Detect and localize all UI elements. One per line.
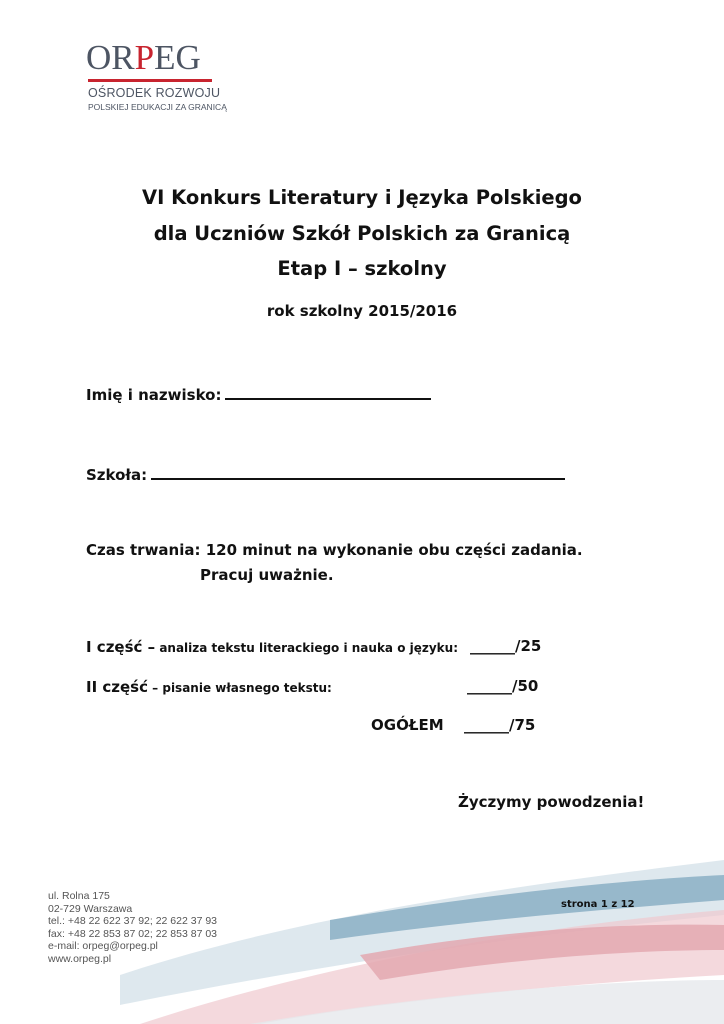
- logo-word-a: OR: [86, 38, 135, 77]
- title-line-1: VI Konkurs Literatury i Języka Polskiego: [142, 186, 582, 209]
- logo-subtitle-line1: OŚRODEK ROZWOJU: [88, 86, 221, 100]
- address-phone: tel.: +48 22 622 37 92; 22 622 37 93: [48, 915, 218, 928]
- part-2-score: ______/50: [467, 677, 539, 695]
- logo-word-c: EG: [154, 38, 201, 77]
- address-email[interactable]: e-mail: orpeg@orpeg.pl: [48, 940, 158, 953]
- footer-address: [48, 890, 217, 966]
- logo-subtitle-line2: POLSKIEJ EDUKACJI ZA GRANICĄ: [88, 102, 227, 112]
- logo-word-b: P: [134, 38, 155, 77]
- title-line-3: Etap I – szkolny: [277, 257, 447, 280]
- orpeg-logo: [86, 38, 226, 118]
- part-2-row: [86, 677, 332, 696]
- part-2-description: – pisanie własnego tekstu:: [148, 681, 332, 695]
- duration-note: Pracuj uważnie.: [200, 566, 334, 584]
- title-line-2: dla Uczniów Szkół Polskich za Granicą: [153, 222, 571, 245]
- address-website[interactable]: www.orpeg.pl: [48, 952, 112, 965]
- duration-text: Czas trwania: 120 minut na wykonanie obu części zadania.: [86, 541, 583, 559]
- total-score: ______/75: [464, 716, 536, 734]
- part-1-score: ______/25: [470, 637, 542, 655]
- part-1-description: analiza tekstu literackiego i nauka o języku:: [155, 641, 459, 655]
- school-label: Szkoła:: [86, 466, 148, 484]
- logo-wordmark: [86, 38, 201, 78]
- part-1-row: [86, 637, 458, 656]
- logo-red-rule: [88, 79, 212, 82]
- school-blank-line[interactable]: [151, 461, 565, 480]
- good-luck-text: Życzymy powodzenia!: [458, 793, 645, 811]
- page-number: strona 1 z 12: [561, 899, 635, 910]
- address-fax: fax: +48 22 853 87 02; 22 853 87 03: [48, 927, 218, 940]
- part-2-label: II część: [86, 678, 148, 696]
- name-label: Imię i nazwisko:: [86, 386, 222, 404]
- total-label: OGÓŁEM: [371, 716, 444, 734]
- school-field: [86, 461, 565, 484]
- name-field: [86, 381, 431, 404]
- part-1-label: I część –: [86, 638, 156, 656]
- address-street: ul. Rolna 175: [48, 890, 110, 902]
- school-year: rok szkolny 2015/2016: [266, 302, 458, 320]
- address-city: 02-729 Warszawa: [48, 902, 133, 915]
- name-blank-line[interactable]: [225, 381, 431, 400]
